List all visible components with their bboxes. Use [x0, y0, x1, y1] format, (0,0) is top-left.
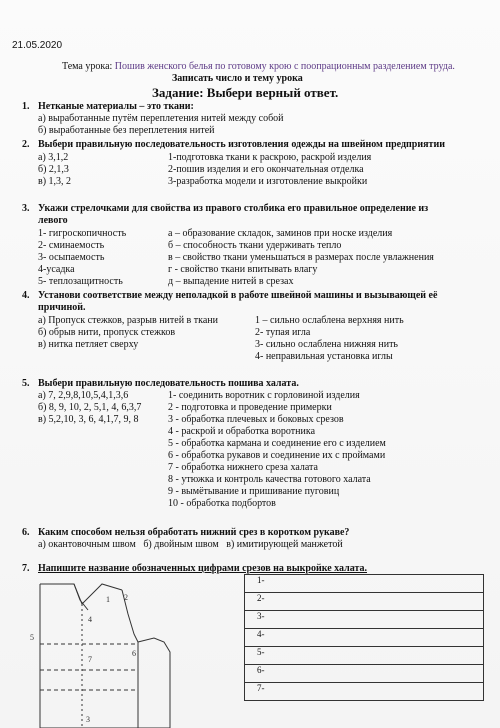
pattern-number: 7 [88, 655, 92, 664]
answer-cell[interactable]: 7- [245, 683, 484, 701]
q5-sequence: в) 5,2,10, 3, 6, 4,1,7, 9, 8 [38, 414, 139, 425]
q5-step: 5 - обработка кармана и соединение его с изделием [168, 438, 386, 449]
q3-definition: в – свойство ткани уменьшаться в размерах после увлажнения [168, 252, 434, 263]
pattern-number: 6 [132, 649, 136, 658]
q5-step: 1- соединить воротник с горловиной изделия [168, 390, 360, 401]
answer-cell[interactable]: 5- [245, 647, 484, 665]
q4-fault: в) нитка петляет сверху [38, 339, 139, 350]
q4-cause: 2- тупая игла [255, 327, 311, 338]
q2-answer: в) 1,3, 2 [38, 176, 72, 187]
q4-number: 4. [22, 290, 30, 301]
q6-title: Каким способом нельзя обработать нижний срез в коротком рукаве? [38, 527, 350, 538]
answer-row[interactable] [245, 629, 484, 647]
q5-step: 9 - вымётывание и пришивание пуговиц [168, 486, 340, 497]
q5-title: Выбери правильную последовательность пошива халата. [38, 378, 299, 389]
q5-step: 4 - раскрой и обработка воротника [168, 426, 316, 437]
pattern-number: 5 [30, 633, 34, 642]
answer-row[interactable] [245, 665, 484, 683]
q2-step: 2-пошив изделия и его окончательная отделка [168, 164, 364, 175]
q4-title: Установи соответствие между неполадкой в работе швейной машины и вызывающей её [38, 290, 438, 301]
q2-number: 2. [22, 139, 30, 150]
q3-property: 1- гигроскопичность [38, 228, 127, 239]
pattern-number: 2 [124, 593, 128, 602]
pattern-line [122, 590, 138, 728]
q6-number: 6. [22, 527, 30, 538]
pattern-number: 1 [106, 595, 110, 604]
q1-number: 1. [22, 101, 30, 112]
q2-step: 1-подготовка ткани к раскрою, раскрой изделия [168, 152, 372, 163]
q5-number: 5. [22, 378, 30, 389]
lesson-topic [62, 61, 455, 72]
q2-answer: б) 2,1,3 [38, 164, 69, 175]
instruction: Записать число и тему урока [172, 73, 303, 84]
answer-cell[interactable]: 6- [245, 665, 484, 683]
q2-answer: а) 3,1,2 [38, 152, 69, 163]
answer-row[interactable] [245, 683, 484, 701]
q5-sequence: а) 7, 2,9,8,10,5,4,1,3,6 [38, 390, 129, 401]
q5-step: 6 - обработка рукавов и соединение их с проймами [168, 450, 386, 461]
q4-title-cont: причиной. [38, 302, 86, 313]
q3-property: 3- осыпаемость [38, 252, 105, 263]
q5-step: 8 - утюжка и контроль качества готового халата [168, 474, 371, 485]
q6-options: а) окантовочным швом б) двойным швом в) имитирующей манжетой [38, 539, 343, 550]
q4-cause: 4- неправильная установка иглы [255, 351, 393, 362]
q5-step: 7 - обработка нижнего среза халата [168, 462, 318, 473]
q3-property: 4-усадка [38, 264, 75, 275]
answer-row[interactable] [245, 593, 484, 611]
pattern-line [74, 584, 88, 610]
pattern-number: 3 [86, 715, 90, 724]
task-title: Задание: Выбери верный ответ. [152, 85, 339, 100]
answer-table [244, 574, 484, 701]
pattern-number: 4 [88, 615, 92, 624]
q4-cause: 1 – сильно ослаблена верхняя нить [255, 315, 404, 326]
answer-cell[interactable]: 1- [245, 575, 484, 593]
q5-step: 2 - подготовка и проведение примерки [168, 402, 332, 413]
q2-title: Выбери правильную последовательность изготовления одежды на швейном предприятии [38, 139, 445, 150]
q4-fault: б) обрыв нити, пропуск стежков [38, 327, 176, 338]
q3-definition: г - свойство ткани впитывать влагу [168, 264, 318, 275]
q3-title-cont: левого [38, 215, 68, 226]
q3-property: 5- теплозащитность [38, 276, 123, 287]
answer-cell[interactable]: 3- [245, 611, 484, 629]
q1-option: б) выработанные без переплетения нитей [38, 125, 215, 136]
answer-cell[interactable]: 2- [245, 593, 484, 611]
q3-number: 3. [22, 203, 30, 214]
q3-definition: б – способность ткани удерживать тепло [168, 240, 342, 251]
q5-step: 10 - обработка подбортов [168, 498, 276, 509]
q5-step: 3 - обработка плечевых и боковых срезов [168, 414, 344, 425]
q2-step: 3-разработка модели и изготовление выкройки [168, 176, 368, 187]
answer-row[interactable] [245, 575, 484, 593]
q4-cause: 3- сильно ослаблена нижняя нить [255, 339, 398, 350]
q3-property: 2- сминаемость [38, 240, 105, 251]
q3-title: Укажи стрелочками для свойства из правого столбика его правильное определение из [38, 203, 429, 214]
answer-row[interactable] [245, 647, 484, 665]
date: 21.05.2020 [12, 40, 63, 51]
q5-sequence: б) 8, 9, 10, 2, 5,1, 4, 6,3,7 [38, 402, 142, 413]
q1-title: Нетканые материалы – это ткани: [38, 101, 194, 112]
q3-definition: д – выпадение нитей в срезах [168, 276, 294, 287]
q3-definition: а – образование складок, заминов при носке изделия [168, 228, 393, 239]
q4-fault: а) Пропуск стежков, разрыв нитей в ткани [38, 315, 218, 326]
q7-title: Напишите название обозначенных цифрами срезов на выкройке халата. [38, 563, 367, 574]
robe-pattern-drawing [24, 582, 239, 728]
topic-link[interactable]: Пошив женского белья по готовому крою с поопрационным разделением труда. [114, 61, 455, 72]
answer-row[interactable] [245, 611, 484, 629]
pattern-line [138, 638, 170, 728]
q1-option: а) выработанные путём переплетения нитей между собой [38, 113, 284, 124]
q7-number: 7. [22, 563, 30, 574]
answer-cell[interactable]: 4- [245, 629, 484, 647]
topic-prefix: Тема урока: [62, 61, 115, 72]
